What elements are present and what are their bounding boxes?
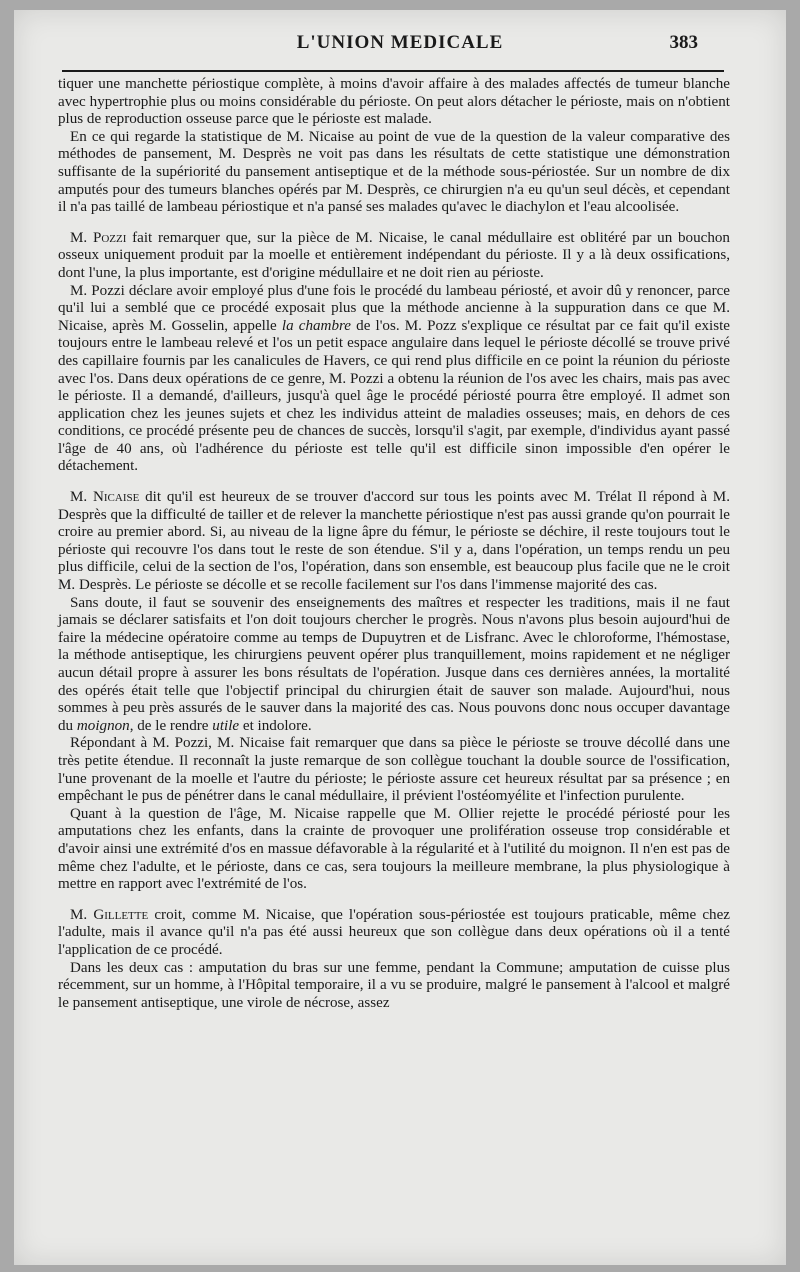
emphasis-text: moignon [76, 717, 130, 734]
paragraph-text: Dans les deux cas : amputation du bras sur une femme, pendant la Commune; amputation de cuisse plus récemment, sur un homme, à l'Hôpital temporaire, il a vu se produire, malgré le pansement à l'alcool et malgré le pansement antiseptique, une virole de nécrose, assez [58, 959, 730, 1011]
paragraph [58, 489, 730, 595]
page-number: 383 [669, 32, 698, 53]
paragraph-text: Répondant à M. Pozzi, M. Nicaise fait remarquer que dans sa pièce le périoste se trouve décollé dans une très petite étendue. Il reconnaît la juste remarque de son collègue touchant la double source de l'ossification, l'une provenant de la moelle et l'autre du périoste; le périoste assure cet heureux résultat par sa présence ; en empêchant le pus de pénétrer dans le canal médullaire, il prévient l'ostéomyélite et l'infection purulente. [58, 735, 730, 805]
running-title: L'UNION MEDICALE [296, 32, 504, 53]
paragraph-text: En ce qui regarde la statistique de M. Nicaise au point de vue de la question de la valeur comparative des méthodes de pansement, M. Desprès ne voit pas dans les résultats de cette statistique une démonstration suffisante de la supériorité du pansement antiseptique et de la méthode sous-périostée. Sur un nombre de dix amputés pour des tumeurs blanches opérés par M. Desprès, ce chirurgien n'a eu qu'un seul décès, et cependant il n'a pas taillé de lambeau périostique et n'a pansé ses malades qu'avec le diachylon et l'eau alcoolisée. [58, 128, 730, 216]
paragraph-text: M. Pozzi déclare avoir employé plus d'une fois le procédé du lambeau périosté, et avoir dû y renoncer, parce qu'il lui a semblé que ce procédé exposait plus que la méthode ancienne à la suppuration dans ce que M. Nicaise, après M. Gosselin, appelle [58, 282, 730, 334]
emphasis-text: utile [212, 717, 240, 734]
paragraph-text: fait remarquer que, sur la pièce de M. Nicaise, le canal médullaire est oblitéré par un bouchon osseux uniquement produit par la moelle et entièrement indépendant du périoste. Il y a là deux ossifications, dont l'une, la plus importante, est d'origine médullaire et ne doit rien au périoste. [58, 229, 730, 281]
paragraph-text: Quant à la question de l'âge, M. Nicaise rappelle que M. Ollier rejette le procédé périosté pour les amputations chez les enfants, dans la crainte de provoquer une prolifération osseuse trop considérable et d'avoir ainsi une extrémité d'os en massue défavorable à la régularité et à l'utilité du moignon. Il n'en est pas de même chez l'adulte, et le périoste, dans ce cas, sera toujours la meilleure membrane, la plus physiologique à mettre en rapport avec l'extrémité de l'os. [58, 805, 730, 893]
paragraph [58, 960, 730, 1013]
paragraph-text: Sans doute, il faut se souvenir des enseignements des maîtres et respecter les traditions, mais il ne faut jamais se déclarer satisfaits et l'on doit toujours chercher le progrès. Nous n'avons plus besoin aujourd'hui de faire la médecine opératoire comme au temps de Dupuytren et de Lisfranc. Avec le chloroforme, l'hémostase, la méthode antiseptique, les chirurgiens peuvent opérer plus tranquillement, moins rapidement et ne négliger aucun détail propre à assurer les bons résultats de l'opération. Jusque dans ces dernières années, la mortalité des opérés était telle que l'objectif principal du chirurgien était de sauver son malade. Aujourd'hui, nous sommes à peu près assurés de le sauver dans la majorité des cas. Nous pouvons donc nous occuper davantage du [58, 594, 730, 734]
speaker-name: M. Pozzi [70, 229, 127, 246]
emphasis-text: la chambre [281, 317, 352, 334]
paragraph [58, 806, 730, 894]
speaker-name: M. Nicaise [70, 489, 140, 506]
article-body [58, 76, 730, 1012]
speaker-name: M. Gillette [70, 906, 149, 923]
running-header [14, 32, 786, 62]
paragraph-text: de l'os. M. Pozz s'explique ce résultat par ce fait qu'il existe toujours entre le lambeau relevé et l'os un petit espace angulaire dans lequel le périoste décollé se trouve privé des capillaire fournis par les canalicules de Havers, ce qui rend plus difficile en ce point la réunion du périoste avec l'os. Dans deux opérations de ce genre, M. Pozzi a obtenu la réunion de l'os avec les chairs, mais pas avec le périoste. Il a demandé, d'ailleurs, jusqu'à quel âge le procédé périosté pourra être employé. Il admet son application chez les jeunes sujets et chez les individus atteint de maladies osseuses; mais, en dehors de ces conditions, ce procédé présente peu de chances de succès, lorsqu'il s'agit, par exemple, d'individus ayant passé l'âge de 40 ans, où l'adhérence du périoste est telle qu'il est difficile sinon impossible d'en opérer le détachement. [58, 317, 730, 475]
paragraph [58, 76, 730, 129]
paragraph-text: croit, comme M. Nicaise, que l'opération sous-périostée est toujours praticable, même chez l'adulte, mais il avance qu'il n'a pas été aussi heureux que son collègue dans deux opérations où il a tenté l'application de ce procédé. [58, 906, 730, 958]
paragraph [58, 735, 730, 805]
paragraph-text: tiquer une manchette périostique complète, à moins d'avoir affaire à des malades affectés de tumeur blanche avec hypertrophie plus ou moins considérable du périoste. On peut alors détacher le périoste, mais on n'obtient plus de reproduction osseuse parce que le périoste est malade. [58, 76, 730, 128]
paragraph-text: dit qu'il est heureux de se trouver d'accord sur tous les points avec M. Trélat Il répond à M. Desprès que la difficulté de tailler et de relever la manchette périostique n'est pas aussi grande qu'on pourrait le croire au premier abord. Si, au niveau de la ligne âpre du fémur, le périoste se déchire, il reste toujours tout le périoste qui recouvre l'os dans tout le reste de son étendue. S'il y a, dans l'opération, un temps rendu un peu plus difficile, celui de la section de l'os, l'opération, dans son ensemble, est beaucoup plus facile que ne le croit M. Desprès. Le périoste se décolle et se recolle facilement sur l'os dans l'immense majorité des cas. [58, 489, 730, 594]
header-rule [62, 70, 724, 72]
paragraph [58, 129, 730, 217]
paragraph-text: et indolore. [239, 717, 312, 734]
page [14, 10, 786, 1265]
paragraph [58, 595, 730, 736]
paragraph [58, 907, 730, 960]
paragraph-text: , de le rendre [129, 717, 213, 734]
paragraph [58, 230, 730, 283]
paragraph [58, 283, 730, 477]
